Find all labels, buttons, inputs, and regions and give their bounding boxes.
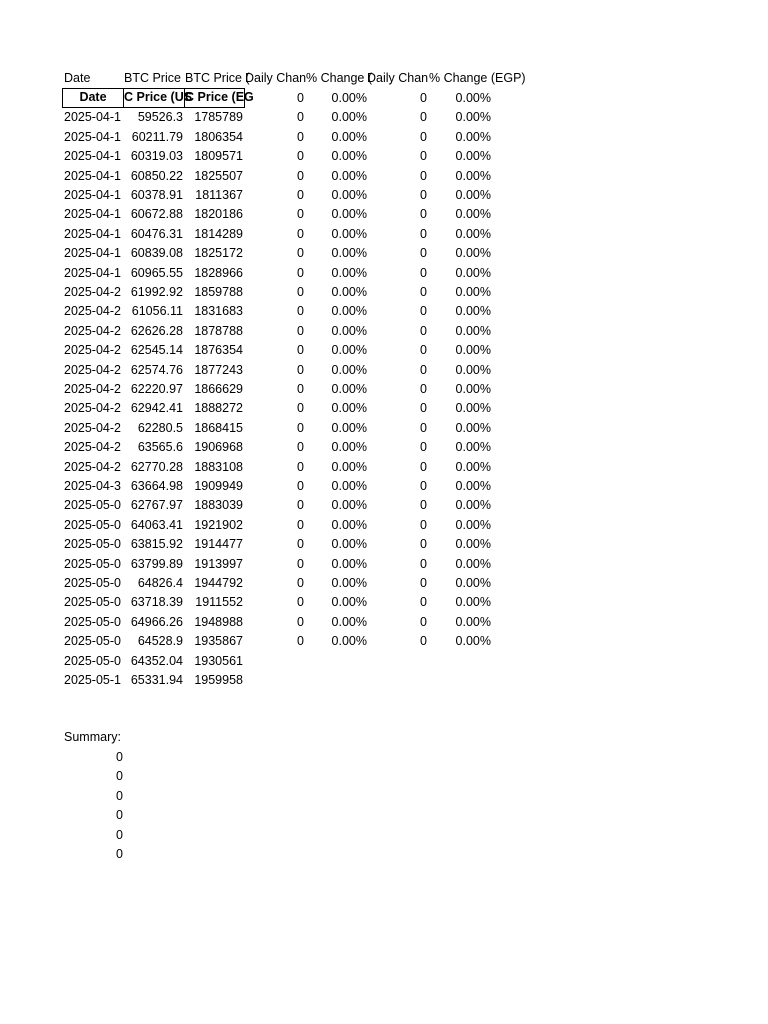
cell-daily-change-usd: 0 xyxy=(297,207,304,221)
cell-btc-price-egp: 1825507 xyxy=(194,169,243,183)
header-date: Date xyxy=(64,71,91,85)
cell-btc-price-egp: 1911552 xyxy=(195,595,243,609)
cell-daily-change-egp: 0 xyxy=(420,576,427,590)
cell-daily-change-egp: 0 xyxy=(420,169,427,183)
cell-daily-change-egp: 0 xyxy=(420,537,427,551)
cell-daily-change-egp: 0 xyxy=(420,149,427,163)
cell-daily-change-usd: 0 xyxy=(297,324,304,338)
boxed-header-date: Date xyxy=(62,88,124,108)
cell-date: 2025-05-1 xyxy=(64,673,121,687)
cell-date: 2025-04-1 xyxy=(64,266,121,280)
cell-date: 2025-04-1 xyxy=(64,188,121,202)
cell-daily-change-usd: 0 xyxy=(297,149,304,163)
cell-btc-price-egp: 1944792 xyxy=(194,576,243,590)
cell-date: 2025-05-0 xyxy=(64,634,121,648)
cell-btc-price-usd: 63664.98 xyxy=(130,479,183,493)
cell-btc-price-usd: 63799.89 xyxy=(130,557,183,571)
cell-daily-change-usd: 0 xyxy=(297,440,304,454)
cell-btc-price-egp: 1909949 xyxy=(194,479,243,493)
cell-daily-change-egp: 0 xyxy=(420,615,427,629)
cell-btc-price-usd: 62770.28 xyxy=(130,460,183,474)
cell-pct-change-usd: 0.00% xyxy=(331,401,367,415)
cell-daily-change-egp: 0 xyxy=(420,227,427,241)
cell-btc-price-egp: 1809571 xyxy=(194,149,243,163)
cell-pct-change-egp: 0.00% xyxy=(455,91,491,105)
cell-btc-price-usd: 60965.55 xyxy=(130,266,183,280)
cell-btc-price-egp: 1878788 xyxy=(194,324,243,338)
cell-btc-price-egp: 1921902 xyxy=(194,518,243,532)
cell-pct-change-usd: 0.00% xyxy=(331,227,367,241)
cell-pct-change-egp: 0.00% xyxy=(455,537,491,551)
cell-pct-change-egp: 0.00% xyxy=(455,266,491,280)
cell-pct-change-usd: 0.00% xyxy=(331,479,367,493)
cell-pct-change-usd: 0.00% xyxy=(331,149,367,163)
cell-pct-change-egp: 0.00% xyxy=(455,343,491,357)
cell-daily-change-egp: 0 xyxy=(420,304,427,318)
cell-daily-change-usd: 0 xyxy=(297,421,304,435)
cell-btc-price-usd: 62545.14 xyxy=(130,343,183,357)
cell-pct-change-usd: 0.00% xyxy=(331,110,367,124)
cell-pct-change-usd: 0.00% xyxy=(331,285,367,299)
cell-daily-change-usd: 0 xyxy=(297,634,304,648)
cell-daily-change-usd: 0 xyxy=(297,557,304,571)
cell-btc-price-usd: 60319.03 xyxy=(130,149,183,163)
cell-daily-change-usd: 0 xyxy=(297,110,304,124)
cell-btc-price-egp: 1831683 xyxy=(194,304,243,318)
cell-btc-price-usd: 60839.08 xyxy=(130,246,183,260)
cell-pct-change-egp: 0.00% xyxy=(455,615,491,629)
cell-btc-price-egp: 1888272 xyxy=(194,401,243,415)
cell-pct-change-egp: 0.00% xyxy=(455,498,491,512)
cell-daily-change-usd: 0 xyxy=(297,595,304,609)
summary-value: 0 xyxy=(116,828,123,842)
cell-pct-change-egp: 0.00% xyxy=(455,169,491,183)
cell-pct-change-egp: 0.00% xyxy=(455,110,491,124)
cell-daily-change-egp: 0 xyxy=(420,440,427,454)
cell-daily-change-egp: 0 xyxy=(420,401,427,415)
cell-pct-change-usd: 0.00% xyxy=(331,266,367,280)
cell-daily-change-egp: 0 xyxy=(420,518,427,532)
summary-value: 0 xyxy=(116,750,123,764)
cell-daily-change-usd: 0 xyxy=(297,576,304,590)
cell-btc-price-usd: 59526.3 xyxy=(137,110,183,124)
cell-btc-price-usd: 60211.79 xyxy=(131,130,183,144)
cell-pct-change-egp: 0.00% xyxy=(455,227,491,241)
cell-pct-change-usd: 0.00% xyxy=(331,576,367,590)
cell-pct-change-usd: 0.00% xyxy=(331,498,367,512)
cell-btc-price-egp: 1859788 xyxy=(194,285,243,299)
cell-btc-price-egp: 1785789 xyxy=(194,110,243,124)
cell-pct-change-usd: 0.00% xyxy=(331,343,367,357)
cell-btc-price-egp: 1828966 xyxy=(194,266,243,280)
cell-btc-price-usd: 65331.94 xyxy=(130,673,183,687)
cell-daily-change-usd: 0 xyxy=(297,130,304,144)
summary-label: Summary: xyxy=(64,730,121,744)
cell-pct-change-usd: 0.00% xyxy=(331,634,367,648)
cell-daily-change-usd: 0 xyxy=(297,246,304,260)
cell-daily-change-egp: 0 xyxy=(420,91,427,105)
cell-pct-change-egp: 0.00% xyxy=(455,324,491,338)
cell-pct-change-usd: 0.00% xyxy=(331,557,367,571)
boxed-header-btc-price-egp: C Price (EG xyxy=(184,88,245,108)
cell-daily-change-usd: 0 xyxy=(297,285,304,299)
cell-btc-price-usd: 64528.9 xyxy=(137,634,183,648)
cell-daily-change-usd: 0 xyxy=(297,266,304,280)
cell-date: 2025-04-1 xyxy=(64,227,121,241)
cell-daily-change-egp: 0 xyxy=(420,460,427,474)
cell-daily-change-egp: 0 xyxy=(420,479,427,493)
cell-btc-price-usd: 60850.22 xyxy=(130,169,183,183)
cell-btc-price-egp: 1814289 xyxy=(194,227,243,241)
cell-date: 2025-05-0 xyxy=(64,557,121,571)
cell-date: 2025-04-2 xyxy=(64,440,121,454)
cell-daily-change-egp: 0 xyxy=(420,110,427,124)
cell-pct-change-egp: 0.00% xyxy=(455,595,491,609)
cell-date: 2025-05-0 xyxy=(64,576,121,590)
cell-daily-change-egp: 0 xyxy=(420,324,427,338)
cell-btc-price-egp: 1866629 xyxy=(194,382,243,396)
cell-pct-change-egp: 0.00% xyxy=(455,363,491,377)
cell-daily-change-egp: 0 xyxy=(420,285,427,299)
cell-pct-change-usd: 0.00% xyxy=(331,246,367,260)
cell-daily-change-usd: 0 xyxy=(297,615,304,629)
cell-daily-change-egp: 0 xyxy=(420,246,427,260)
cell-pct-change-egp: 0.00% xyxy=(455,479,491,493)
cell-btc-price-usd: 64826.4 xyxy=(137,576,183,590)
cell-daily-change-egp: 0 xyxy=(420,595,427,609)
cell-daily-change-egp: 0 xyxy=(420,188,427,202)
cell-date: 2025-04-1 xyxy=(64,110,121,124)
cell-btc-price-usd: 63718.39 xyxy=(130,595,183,609)
cell-pct-change-usd: 0.00% xyxy=(331,169,367,183)
cell-pct-change-egp: 0.00% xyxy=(455,634,491,648)
cell-date: 2025-04-2 xyxy=(64,363,121,377)
cell-daily-change-egp: 0 xyxy=(420,363,427,377)
cell-date: 2025-04-2 xyxy=(64,343,121,357)
cell-pct-change-egp: 0.00% xyxy=(455,149,491,163)
cell-btc-price-egp: 1883108 xyxy=(194,460,243,474)
cell-btc-price-egp: 1914477 xyxy=(194,537,243,551)
cell-date: 2025-04-2 xyxy=(64,285,121,299)
boxed-header-btc-price-usd: C Price (US xyxy=(123,88,185,108)
cell-daily-change-usd: 0 xyxy=(297,227,304,241)
cell-pct-change-usd: 0.00% xyxy=(331,188,367,202)
cell-btc-price-usd: 64063.41 xyxy=(130,518,183,532)
cell-pct-change-egp: 0.00% xyxy=(455,285,491,299)
cell-daily-change-usd: 0 xyxy=(297,304,304,318)
header-pct-change-usd: % Change ( xyxy=(306,71,373,85)
cell-btc-price-usd: 61056.11 xyxy=(131,304,183,318)
cell-date: 2025-05-0 xyxy=(64,518,121,532)
cell-daily-change-egp: 0 xyxy=(420,557,427,571)
cell-btc-price-egp: 1806354 xyxy=(194,130,243,144)
cell-date: 2025-04-2 xyxy=(64,401,121,415)
cell-daily-change-egp: 0 xyxy=(420,343,427,357)
cell-pct-change-usd: 0.00% xyxy=(331,440,367,454)
cell-pct-change-usd: 0.00% xyxy=(331,207,367,221)
cell-btc-price-egp: 1959958 xyxy=(194,673,243,687)
cell-btc-price-usd: 63565.6 xyxy=(137,440,183,454)
cell-daily-change-egp: 0 xyxy=(420,266,427,280)
header-daily-change-egp: Daily Chan xyxy=(367,71,429,85)
cell-date: 2025-04-1 xyxy=(64,207,121,221)
cell-pct-change-egp: 0.00% xyxy=(455,188,491,202)
cell-date: 2025-04-2 xyxy=(64,304,121,318)
cell-date: 2025-05-0 xyxy=(64,615,121,629)
cell-pct-change-usd: 0.00% xyxy=(331,304,367,318)
cell-daily-change-egp: 0 xyxy=(420,207,427,221)
cell-daily-change-usd: 0 xyxy=(297,363,304,377)
cell-pct-change-usd: 0.00% xyxy=(331,615,367,629)
cell-btc-price-egp: 1906968 xyxy=(194,440,243,454)
cell-btc-price-usd: 62767.97 xyxy=(130,498,183,512)
summary-value: 0 xyxy=(116,847,123,861)
cell-pct-change-egp: 0.00% xyxy=(455,130,491,144)
cell-pct-change-egp: 0.00% xyxy=(455,518,491,532)
cell-date: 2025-05-0 xyxy=(64,595,121,609)
cell-daily-change-usd: 0 xyxy=(297,518,304,532)
cell-btc-price-egp: 1811367 xyxy=(195,188,243,202)
cell-daily-change-egp: 0 xyxy=(420,634,427,648)
cell-pct-change-egp: 0.00% xyxy=(455,207,491,221)
cell-btc-price-usd: 63815.92 xyxy=(130,537,183,551)
cell-daily-change-usd: 0 xyxy=(297,382,304,396)
cell-btc-price-usd: 60672.88 xyxy=(130,207,183,221)
summary-value: 0 xyxy=(116,808,123,822)
cell-date: 2025-04-2 xyxy=(64,421,121,435)
cell-btc-price-usd: 62280.5 xyxy=(137,421,183,435)
cell-daily-change-egp: 0 xyxy=(420,130,427,144)
cell-btc-price-usd: 60378.91 xyxy=(130,188,183,202)
cell-date: 2025-04-1 xyxy=(64,169,121,183)
cell-pct-change-usd: 0.00% xyxy=(331,537,367,551)
cell-daily-change-egp: 0 xyxy=(420,421,427,435)
cell-pct-change-usd: 0.00% xyxy=(331,130,367,144)
cell-daily-change-usd: 0 xyxy=(297,91,304,105)
cell-date: 2025-04-2 xyxy=(64,324,121,338)
header-btc-price-egp: BTC Price ( xyxy=(185,71,250,85)
cell-date: 2025-04-2 xyxy=(64,382,121,396)
cell-btc-price-egp: 1935867 xyxy=(194,634,243,648)
cell-pct-change-usd: 0.00% xyxy=(331,363,367,377)
cell-daily-change-usd: 0 xyxy=(297,460,304,474)
cell-date: 2025-05-0 xyxy=(64,654,121,668)
cell-date: 2025-04-1 xyxy=(64,246,121,260)
cell-pct-change-egp: 0.00% xyxy=(455,246,491,260)
cell-btc-price-usd: 62574.76 xyxy=(130,363,183,377)
cell-btc-price-egp: 1877243 xyxy=(194,363,243,377)
cell-daily-change-usd: 0 xyxy=(297,401,304,415)
cell-daily-change-egp: 0 xyxy=(420,498,427,512)
cell-btc-price-usd: 64352.04 xyxy=(130,654,183,668)
cell-pct-change-egp: 0.00% xyxy=(455,460,491,474)
cell-daily-change-usd: 0 xyxy=(297,479,304,493)
cell-pct-change-egp: 0.00% xyxy=(455,557,491,571)
cell-btc-price-egp: 1948988 xyxy=(194,615,243,629)
cell-btc-price-egp: 1883039 xyxy=(194,498,243,512)
cell-pct-change-egp: 0.00% xyxy=(455,401,491,415)
cell-btc-price-egp: 1868415 xyxy=(194,421,243,435)
cell-btc-price-egp: 1913997 xyxy=(194,557,243,571)
cell-pct-change-usd: 0.00% xyxy=(331,91,367,105)
cell-pct-change-usd: 0.00% xyxy=(331,518,367,532)
cell-btc-price-egp: 1820186 xyxy=(194,207,243,221)
cell-daily-change-usd: 0 xyxy=(297,188,304,202)
cell-pct-change-usd: 0.00% xyxy=(331,382,367,396)
cell-btc-price-usd: 61992.92 xyxy=(130,285,183,299)
cell-btc-price-usd: 62942.41 xyxy=(130,401,183,415)
summary-value: 0 xyxy=(116,789,123,803)
cell-daily-change-egp: 0 xyxy=(420,382,427,396)
cell-date: 2025-04-3 xyxy=(64,479,121,493)
cell-daily-change-usd: 0 xyxy=(297,169,304,183)
cell-date: 2025-04-1 xyxy=(64,130,121,144)
cell-btc-price-usd: 64966.26 xyxy=(130,615,183,629)
cell-date: 2025-05-0 xyxy=(64,537,121,551)
cell-pct-change-usd: 0.00% xyxy=(331,460,367,474)
cell-pct-change-egp: 0.00% xyxy=(455,304,491,318)
cell-date: 2025-04-2 xyxy=(64,460,121,474)
cell-btc-price-egp: 1930561 xyxy=(194,654,243,668)
cell-btc-price-usd: 60476.31 xyxy=(130,227,183,241)
cell-pct-change-usd: 0.00% xyxy=(331,595,367,609)
cell-date: 2025-04-1 xyxy=(64,149,121,163)
header-pct-change-egp: % Change (EGP) xyxy=(429,71,526,85)
cell-btc-price-usd: 62626.28 xyxy=(130,324,183,338)
header-btc-price-usd: BTC Price xyxy=(124,71,181,85)
cell-daily-change-usd: 0 xyxy=(297,498,304,512)
cell-pct-change-egp: 0.00% xyxy=(455,421,491,435)
cell-btc-price-egp: 1825172 xyxy=(194,246,243,260)
cell-daily-change-usd: 0 xyxy=(297,343,304,357)
cell-pct-change-usd: 0.00% xyxy=(331,324,367,338)
cell-pct-change-usd: 0.00% xyxy=(331,421,367,435)
cell-btc-price-egp: 1876354 xyxy=(194,343,243,357)
cell-pct-change-egp: 0.00% xyxy=(455,576,491,590)
cell-daily-change-usd: 0 xyxy=(297,537,304,551)
summary-value: 0 xyxy=(116,769,123,783)
cell-pct-change-egp: 0.00% xyxy=(455,382,491,396)
cell-pct-change-egp: 0.00% xyxy=(455,440,491,454)
header-daily-change-usd: Daily Chan xyxy=(245,71,307,85)
cell-btc-price-usd: 62220.97 xyxy=(130,382,183,396)
cell-date: 2025-05-0 xyxy=(64,498,121,512)
